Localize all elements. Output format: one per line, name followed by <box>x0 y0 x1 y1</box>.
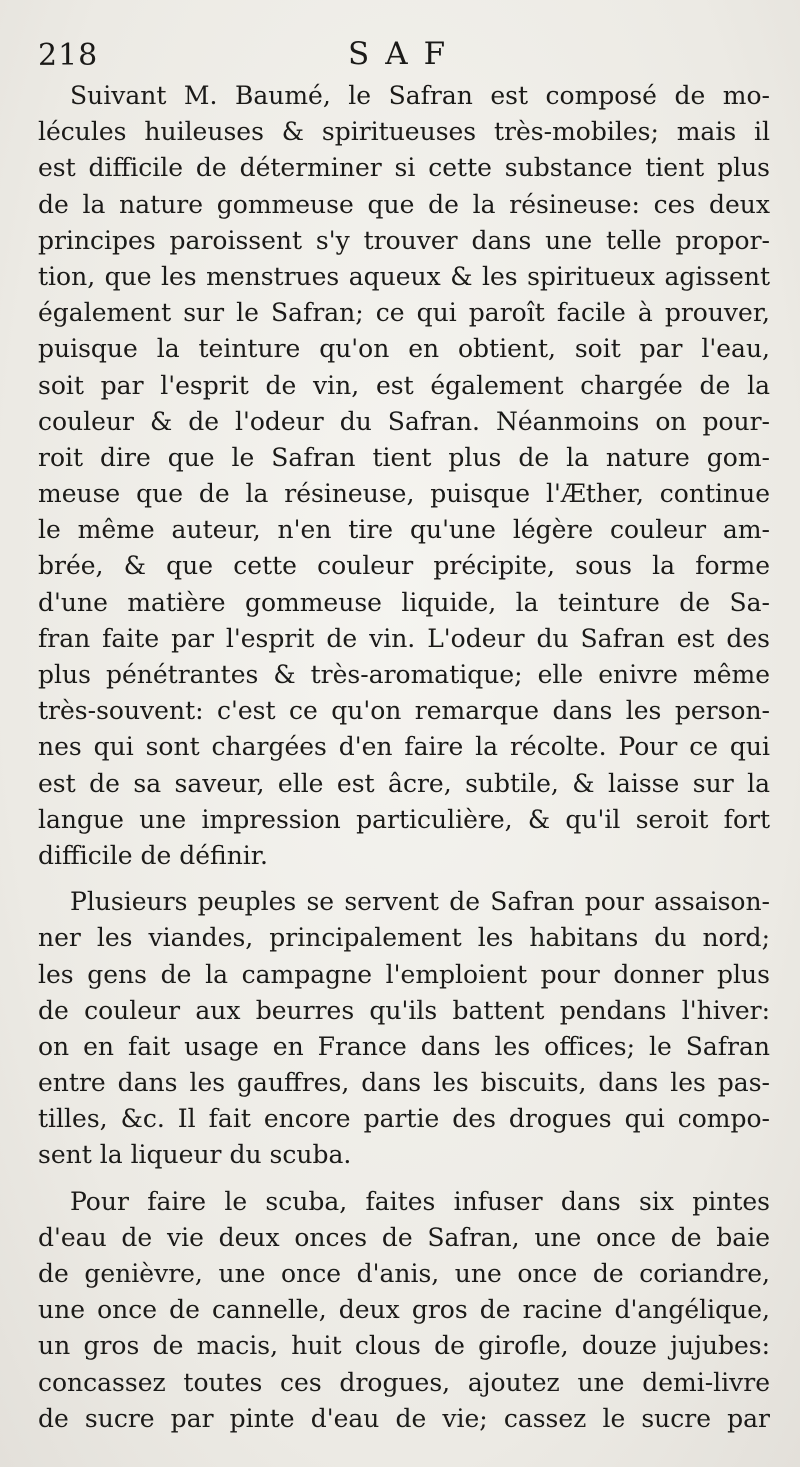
running-head: SAF <box>348 36 462 72</box>
text-line: difficile de définir. <box>38 840 268 870</box>
text-line: concassez toutes ces drogues, ajoutez une demi-livre <box>38 1367 770 1397</box>
text-line: un gros de macis, huit clous de girofle, douze jujubes: <box>38 1331 770 1361</box>
text-line: couleur & de l'odeur du Safran. Néanmoins on pour- <box>38 406 770 436</box>
paragraph <box>38 78 770 874</box>
text-line: est difficile de déterminer si cette substance tient plus <box>38 153 770 183</box>
text-line: très-souvent: c'est ce qu'on remarque dans les person- <box>38 696 770 726</box>
page-number: 218 <box>38 38 99 73</box>
text-line: le même auteur, n'en tire qu'une légère couleur am- <box>38 515 770 545</box>
text-line: de sucre par pinte d'eau de vie; cassez le sucre par <box>38 1403 770 1433</box>
paragraph-gap <box>38 874 770 884</box>
text-line: ner les viandes, principalement les habitans du nord; <box>38 923 770 953</box>
text-line: on en fait usage en France dans les offices; le Safran <box>38 1031 770 1061</box>
text-line: de genièvre, une once d'anis, une once de coriandre, <box>38 1259 770 1288</box>
page-header <box>38 34 772 78</box>
text-line: lécules huileuses & spiritueuses très-mobiles; mais il <box>38 117 770 147</box>
text-line: tion, que les menstrues aqueux & les spiritueux agissent <box>38 261 770 291</box>
text-line: meuse que de la résineuse, puisque l'Æther, continue <box>38 479 770 509</box>
text-line: entre dans les gauffres, dans les biscuits, dans les pas- <box>38 1068 770 1098</box>
text-line: d'eau de vie deux onces de Safran, une once de baie <box>38 1222 770 1252</box>
text-line: principes paroissent s'y trouver dans une telle propor- <box>38 225 770 255</box>
text-line: d'une matière gommeuse liquide, la teinture de Sa- <box>38 587 770 617</box>
text-line: soit par l'esprit de vin, est également chargée de la <box>38 370 770 400</box>
text-line: langue une impression particulière, & qu'il seroit fort <box>38 804 770 834</box>
text-line: Suivant M. Baumé, le Safran est composé de mo- <box>70 81 770 110</box>
body-text <box>38 78 770 1437</box>
text-line: fran faite par l'esprit de vin. L'odeur du Safran est des <box>38 623 770 653</box>
text-line: tilles, &c. Il fait encore partie des drogues qui compo- <box>38 1104 770 1134</box>
paragraph <box>38 1184 770 1437</box>
paragraph <box>38 884 770 1174</box>
text-line: également sur le Safran; ce qui paroît facile à prouver, <box>38 298 770 328</box>
text-line: les gens de la campagne l'emploient pour donner plus <box>38 959 770 989</box>
text-line: sent la liqueur du scuba. <box>38 1140 352 1170</box>
text-line: de la nature gommeuse que de la résineuse: ces deux <box>38 189 770 219</box>
text-line: Plusieurs peuples se servent de Safran pour assaison- <box>70 887 770 917</box>
text-line: une once de cannelle, deux gros de racine d'angélique, <box>38 1295 770 1325</box>
text-line: nes qui sont chargées d'en faire la récolte. Pour ce qui <box>38 732 770 762</box>
text-line: de couleur aux beurres qu'ils battent pendans l'hiver: <box>38 995 770 1025</box>
text-line: est de sa saveur, elle est âcre, subtile, & laisse sur la <box>38 768 770 798</box>
paragraph-gap <box>38 1174 770 1184</box>
text-line: roit dire que le Safran tient plus de la nature gom- <box>38 442 770 472</box>
text-line: brée, & que cette couleur précipite, sous la forme <box>38 551 770 581</box>
text-line: plus pénétrantes & très-aromatique; elle enivre même <box>38 660 770 689</box>
text-line: Pour faire le scuba, faites infuser dans six pintes <box>70 1186 770 1216</box>
text-line: puisque la teinture qu'on en obtient, soit par l'eau, <box>38 334 770 364</box>
